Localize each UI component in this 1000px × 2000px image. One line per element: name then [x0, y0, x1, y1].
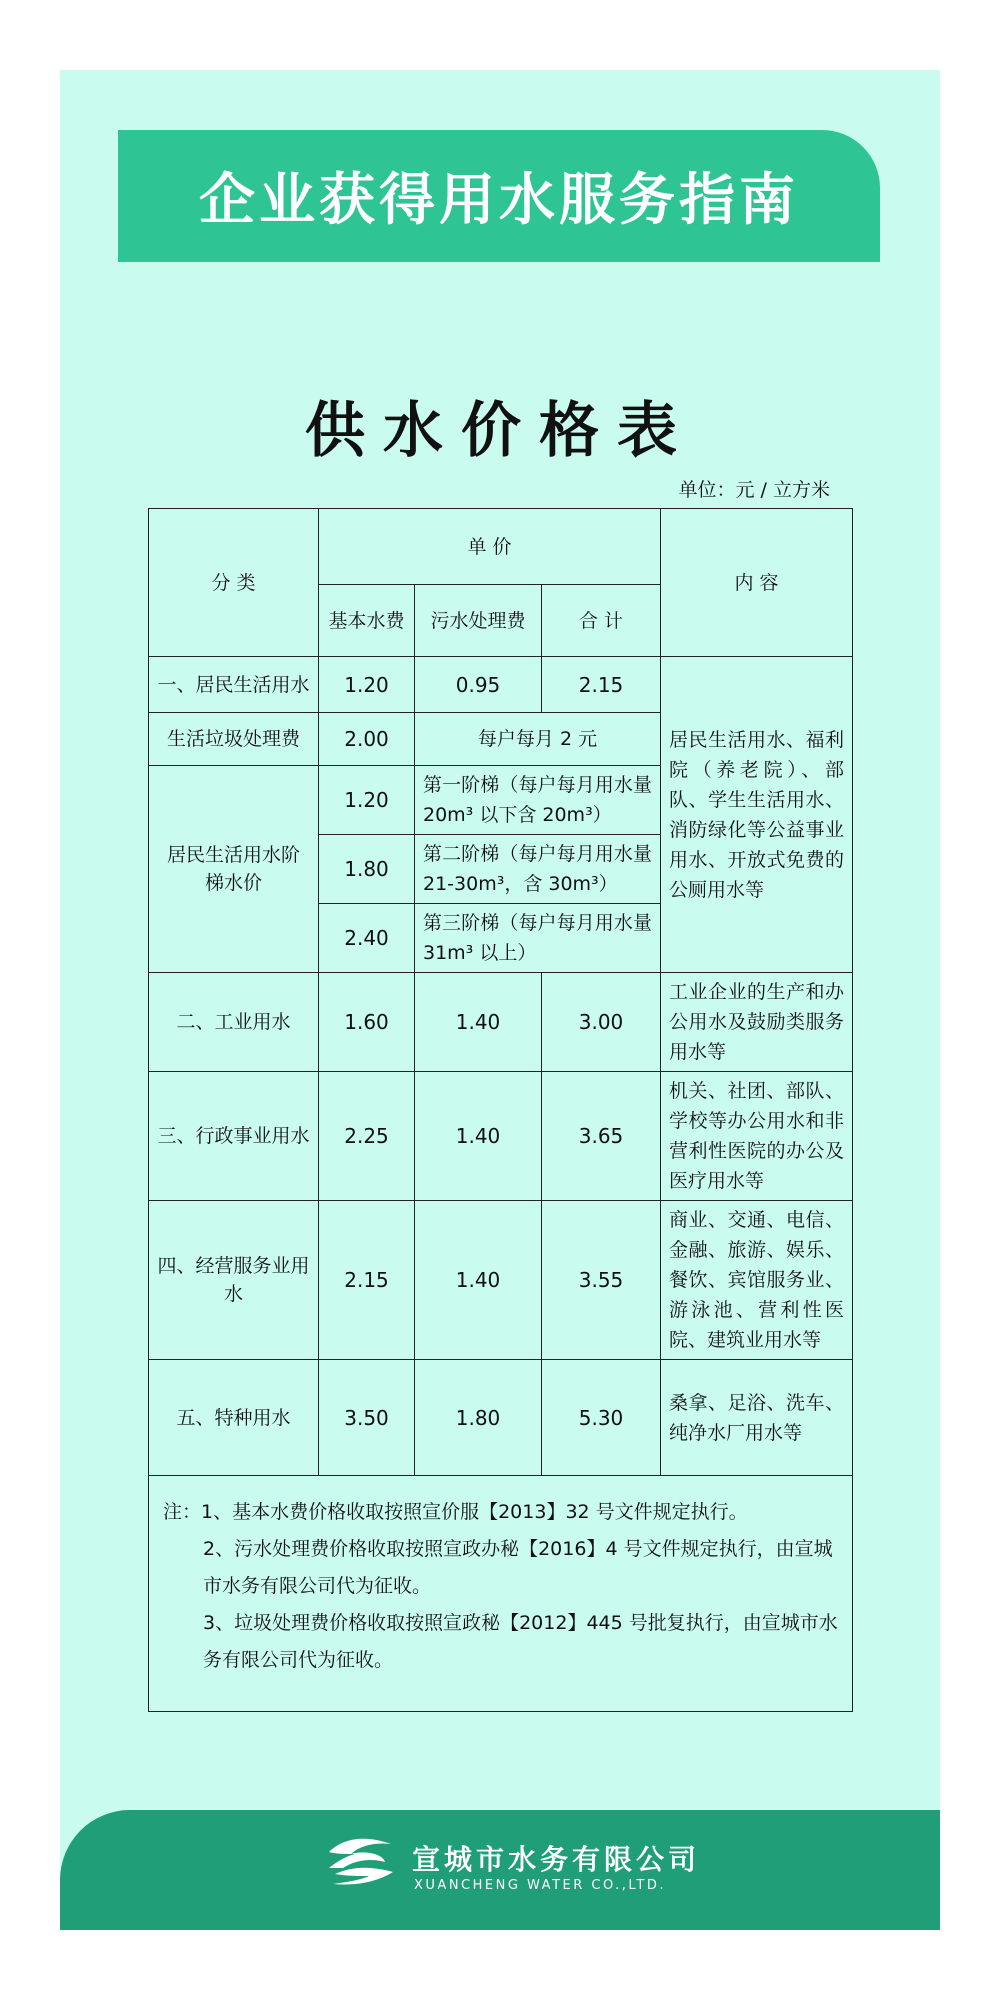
sewage-fee-value: 1.40	[415, 1072, 542, 1201]
header-category: 分 类	[149, 509, 319, 657]
header-content: 内 容	[661, 509, 853, 657]
tier-desc: 第一阶梯（每户每月用水量 20m³ 以下含 20m³）	[415, 766, 661, 835]
total-value: 3.55	[542, 1201, 661, 1360]
row-label: 二、工业用水	[149, 973, 319, 1072]
header-unit-price: 单 价	[319, 509, 661, 585]
note-3: 3、垃圾处理费价格收取按照宣政秘【2012】445 号批复执行，由宣城市水务有限公司代为征收。	[203, 1612, 838, 1671]
table-row	[149, 1072, 853, 1201]
table-title: 供水价格表	[305, 396, 695, 466]
company-name-en: XUANCHENG WATER CO.,LTD.	[414, 1878, 666, 1893]
water-logo-icon	[325, 1832, 397, 1888]
table-row	[149, 657, 853, 713]
basic-fee-value: 3.50	[319, 1360, 415, 1476]
price-table	[148, 508, 853, 1712]
note-1: 注：1、基本水费价格收取按照宣价服【2013】32 号文件规定执行。	[163, 1501, 748, 1523]
total-value: 5.30	[542, 1360, 661, 1476]
row-content: 工业企业的生产和办公用水及鼓励类服务用水等	[661, 973, 853, 1072]
sewage-fee-value: 1.40	[415, 1201, 542, 1360]
sewage-fee-value: 1.40	[415, 973, 542, 1072]
note-2: 2、污水处理费价格收取按照宣政办秘【2016】4 号文件规定执行，由宣城市水务有限公司代为征收。	[203, 1538, 833, 1597]
footer-bar	[60, 1810, 940, 1930]
table-row	[149, 973, 853, 1072]
table-row	[149, 1201, 853, 1360]
tier-desc: 第二阶梯（每户每月用水量 21-30m³，含 30m³）	[415, 835, 661, 904]
total-value: 2.15	[542, 657, 661, 713]
basic-fee-value: 2.25	[319, 1072, 415, 1201]
notes-row	[149, 1476, 853, 1712]
header-total: 合 计	[542, 585, 661, 657]
banner-title: 企业获得用水服务指南	[199, 168, 799, 233]
total-value: 3.65	[542, 1072, 661, 1201]
row-content: 机关、社团、部队、学校等办公用水和非营利性医院的办公及医疗用水等	[661, 1072, 853, 1201]
tier-desc: 第三阶梯（每户每月用水量 31m³ 以上）	[415, 904, 661, 973]
tier-price: 1.20	[319, 766, 415, 835]
row-content: 商业、交通、电信、金融、旅游、娱乐、餐饮、宾馆服务业、游泳池、营利性医院、建筑业用水等	[661, 1201, 853, 1360]
row-label: 一、居民生活用水	[149, 657, 319, 713]
notes-cell	[149, 1476, 853, 1712]
tier-label: 居民生活用水阶梯水价	[149, 766, 319, 973]
sewage-fee-value: 1.80	[415, 1360, 542, 1476]
row-label: 三、行政事业用水	[149, 1072, 319, 1201]
row-label: 四、经营服务业用水	[149, 1201, 319, 1360]
header-sewage-fee: 污水处理费	[415, 585, 542, 657]
total-value: 3.00	[542, 973, 661, 1072]
row-label: 五、特种用水	[149, 1360, 319, 1476]
unit-label: 单位：元 / 立方米	[678, 479, 830, 501]
sewage-fee-value: 0.95	[415, 657, 542, 713]
basic-fee-value: 1.60	[319, 973, 415, 1072]
header-basic-fee: 基本水费	[319, 585, 415, 657]
resident-content: 居民生活用水、福利院（养老院）、部队、学生生活用水、消防绿化等公益事业用水、开放式免费的公厕用水等	[661, 657, 853, 973]
row-label: 生活垃圾处理费	[149, 713, 319, 766]
row-content: 桑拿、足浴、洗车、纯净水厂用水等	[661, 1360, 853, 1476]
basic-fee-value: 2.15	[319, 1201, 415, 1360]
header-banner	[118, 130, 880, 262]
basic-fee-value: 2.00	[319, 713, 415, 766]
basic-fee-value: 1.20	[319, 657, 415, 713]
tier-price: 2.40	[319, 904, 415, 973]
company-name: 宣城市水务有限公司	[412, 1843, 701, 1876]
garbage-note: 每户每月 2 元	[415, 713, 661, 766]
poster	[60, 70, 940, 1930]
table-row	[149, 1360, 853, 1476]
tier-price: 1.80	[319, 835, 415, 904]
